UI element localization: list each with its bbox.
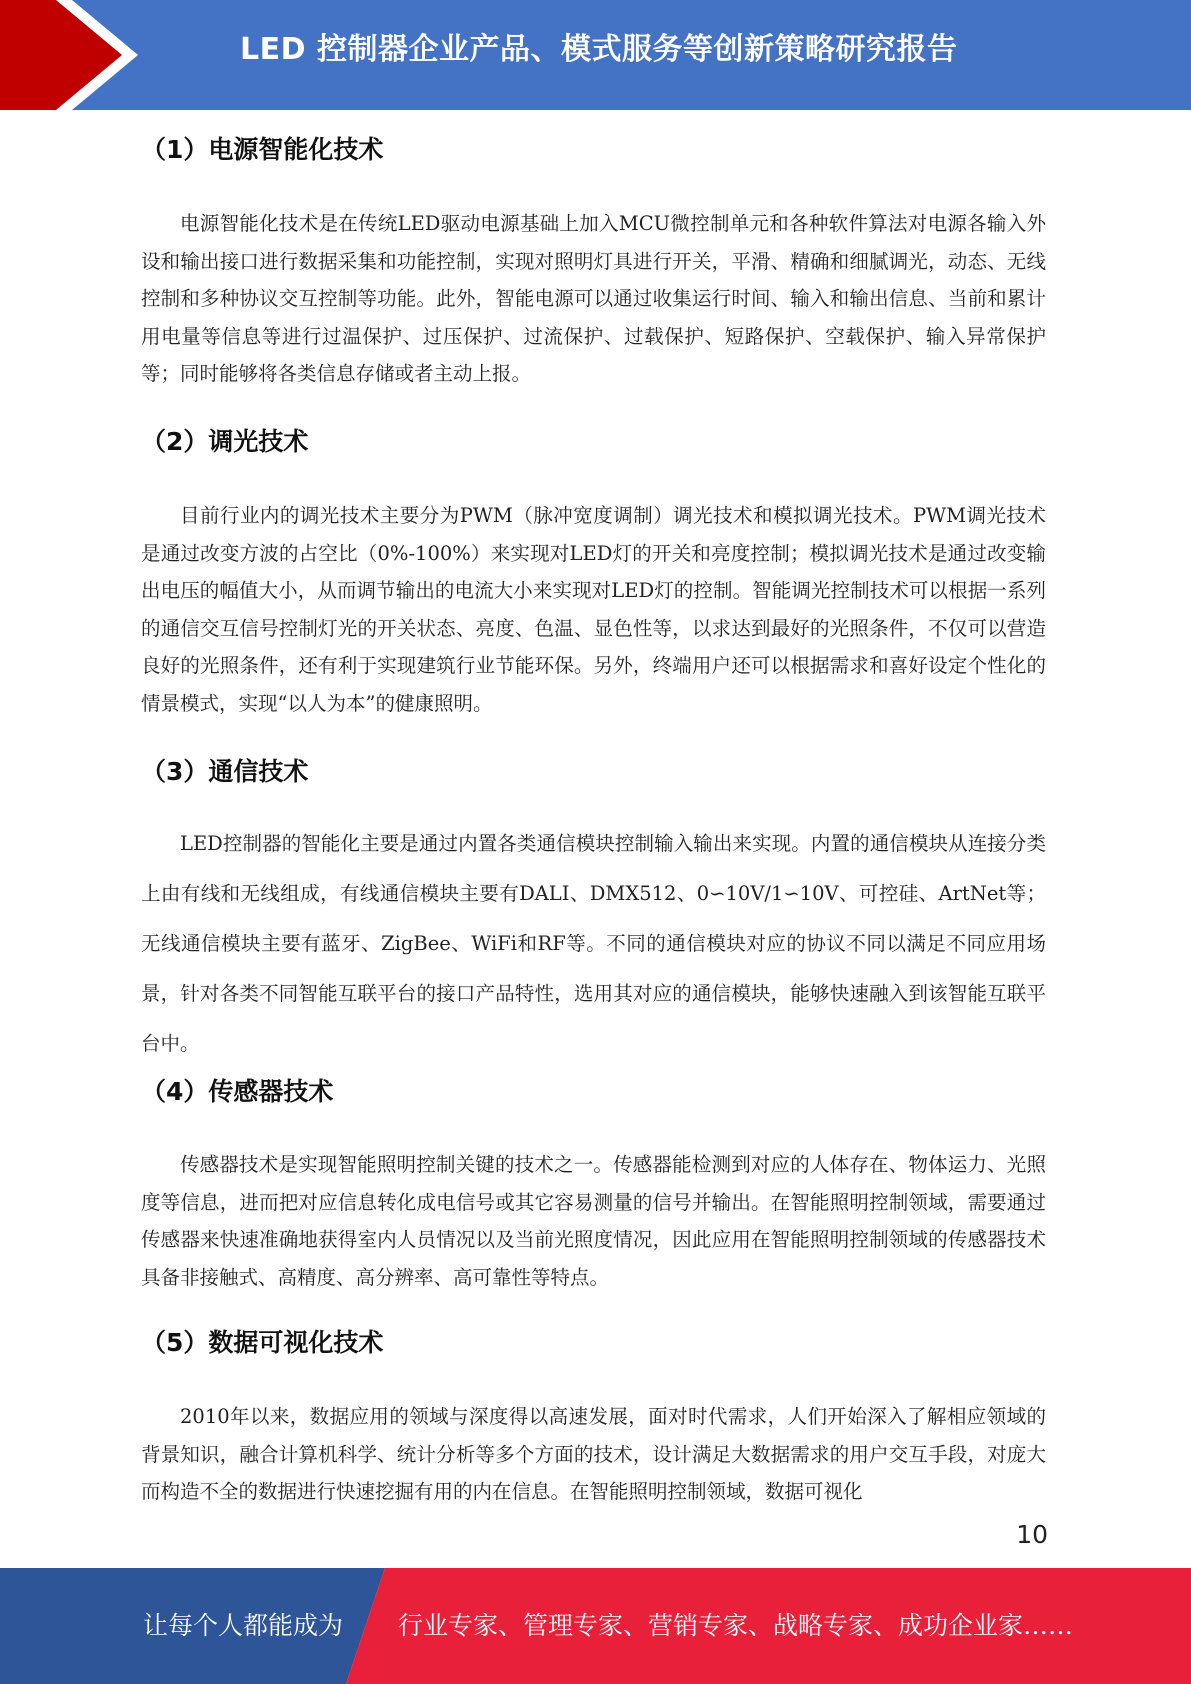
section-heading-power: （1）电源智能化技术 (141, 135, 384, 164)
section-paragraph-visualization: 2010年以来，数据应用的领域与深度得以高速发展，面对时代需求，人们开始深入了解相应领域的背景知识，融合计算机科学、统计分析等多个方面的技术，设计满足大数据需求的用户交互手段，对庞大而构造不全的数据进行快速挖掘有用的内在信息。在智能照明控制领域，数据可视化 (141, 1405, 1046, 1503)
footer-slogan-left: 让每个人都能成为 (143, 1611, 344, 1640)
section-paragraph-sensor: 传感器技术是实现智能照明控制关键的技术之一。传感器能检测到对应的人体存在、物体运力、光照度等信息，进而把对应信息转化成电信号或其它容易测量的信号并输出。在智能照明控制领域，需要通过传感器来快速准确地获得室内人员情况以及当前光照度情况，因此应用在智能照明控制领域的传感器技术具备非接触式、高精度、高分辨率、高可靠性等特点。 (141, 1153, 1046, 1289)
section-paragraph-dimming: 目前行业内的调光技术主要分为PWM（脉冲宽度调制）调光技术和模拟调光技术。PWM调光技术是通过改变方波的占空比（0%-100%）来实现对LED灯的开关和亮度控制；模拟调光技术是通过改变输出电压的幅值大小，从而调节输出的电流大小来实现对LED灯的控制。智能调光控制技术可以根据一系列的通信交互信号控制灯光的开关状态、亮度、色温、显色性等，以求达到最好的光照条件，不仅可以营造良好的光照条件，还有利于实现建筑行业节能环保。另外，终端用户还可以根据需求和喜好设定个性化的情景模式，实现“以人为本”的健康照明。 (141, 504, 1046, 715)
page-header (0, 0, 1191, 110)
section-paragraph-communication: LED控制器的智能化主要是通过内置各类通信模块控制输入输出来实现。内置的通信模块从连接分类上由有线和无线组成，有线通信模块主要有DALI、DMX512、0∽10V/1∽10V、可控硅、ArtNet等；无线通信模块主要有蓝牙、ZigBee、WiFi和RF等。不同的通信模块对应的协议不同以满足不同应用场景，针对各类不同智能互联平台的接口产品特性，选用其对应的通信模块，能够快速融入到该智能互联平台中。 (141, 832, 1046, 1055)
report-title: LED 控制器企业产品、模式服务等创新策略研究报告 (240, 32, 958, 67)
section-heading-dimming: （2）调光技术 (141, 427, 309, 456)
footer-slogan-right: 行业专家、管理专家、营销专家、战略专家、成功企业家…… (398, 1611, 1074, 1640)
section-heading-visualization: （5）数据可视化技术 (141, 1328, 384, 1357)
page-footer (0, 1568, 1191, 1684)
page-number: 10 (1016, 1520, 1048, 1549)
section-paragraph-power: 电源智能化技术是在传统LED驱动电源基础上加入MCU微控制单元和各种软件算法对电源各输入外设和输出接口进行数据采集和功能控制，实现对照明灯具进行开关，平滑、精确和细腻调光，动态、无线控制和多种协议交互控制等功能。此外，智能电源可以通过收集运行时间、输入和输出信息、当前和累计用电量等信息等进行过温保护、过压保护、过流保护、过载保护、短路保护、空载保护、输入异常保护等；同时能够将各类信息存储或者主动上报。 (141, 212, 1046, 385)
section-heading-communication: （3）通信技术 (141, 757, 309, 786)
section-heading-sensor: （4）传感器技术 (141, 1077, 334, 1106)
